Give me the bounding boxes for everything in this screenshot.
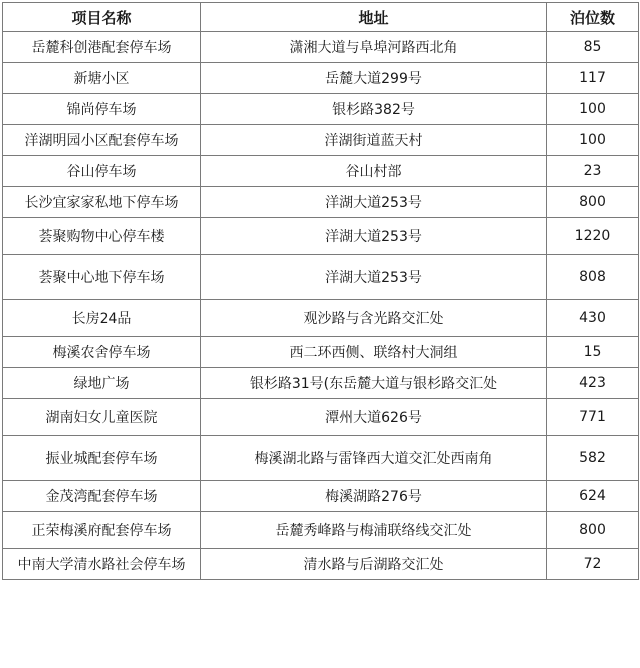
table-row bbox=[3, 399, 639, 436]
cell-address: 洋湖大道253号 bbox=[201, 255, 547, 300]
cell-project-name: 岳麓科创港配套停车场 bbox=[3, 32, 201, 63]
cell-project-name: 振业城配套停车场 bbox=[3, 436, 201, 481]
cell-address: 洋湖大道253号 bbox=[201, 218, 547, 255]
table-row bbox=[3, 94, 639, 125]
cell-project-name: 正荣梅溪府配套停车场 bbox=[3, 512, 201, 549]
table-row bbox=[3, 125, 639, 156]
cell-spaces: 800 bbox=[547, 512, 639, 549]
table-header-row bbox=[3, 3, 639, 32]
cell-address: 清水路与后湖路交汇处 bbox=[201, 549, 547, 580]
cell-address: 梅溪湖路276号 bbox=[201, 481, 547, 512]
table-row bbox=[3, 481, 639, 512]
cell-address: 岳麓大道299号 bbox=[201, 63, 547, 94]
cell-project-name: 长沙宜家家私地下停车场 bbox=[3, 187, 201, 218]
table-row bbox=[3, 187, 639, 218]
cell-address: 潭州大道626号 bbox=[201, 399, 547, 436]
cell-address: 岳麓秀峰路与梅浦联络线交汇处 bbox=[201, 512, 547, 549]
cell-project-name: 荟聚中心地下停车场 bbox=[3, 255, 201, 300]
cell-address: 银杉路382号 bbox=[201, 94, 547, 125]
table-row bbox=[3, 63, 639, 94]
table-row bbox=[3, 32, 639, 63]
table-row bbox=[3, 436, 639, 481]
table-row bbox=[3, 300, 639, 337]
table-row bbox=[3, 156, 639, 187]
header-project-name: 项目名称 bbox=[3, 3, 201, 32]
table-row bbox=[3, 337, 639, 368]
cell-spaces: 423 bbox=[547, 368, 639, 399]
cell-project-name: 绿地广场 bbox=[3, 368, 201, 399]
cell-spaces: 23 bbox=[547, 156, 639, 187]
cell-address: 西二环西侧、联络村大洞组 bbox=[201, 337, 547, 368]
cell-project-name: 洋湖明园小区配套停车场 bbox=[3, 125, 201, 156]
cell-project-name: 荟聚购物中心停车楼 bbox=[3, 218, 201, 255]
cell-spaces: 72 bbox=[547, 549, 639, 580]
cell-address: 洋湖大道253号 bbox=[201, 187, 547, 218]
table-row bbox=[3, 368, 639, 399]
table-row bbox=[3, 549, 639, 580]
cell-spaces: 1220 bbox=[547, 218, 639, 255]
cell-address: 梅溪湖北路与雷锋西大道交汇处西南角 bbox=[201, 436, 547, 481]
cell-address: 谷山村部 bbox=[201, 156, 547, 187]
cell-address: 观沙路与含光路交汇处 bbox=[201, 300, 547, 337]
cell-spaces: 15 bbox=[547, 337, 639, 368]
cell-spaces: 800 bbox=[547, 187, 639, 218]
cell-address: 潇湘大道与阜埠河路西北角 bbox=[201, 32, 547, 63]
parking-table-sheet bbox=[0, 2, 640, 668]
cell-spaces: 100 bbox=[547, 94, 639, 125]
cell-project-name: 中南大学清水路社会停车场 bbox=[3, 549, 201, 580]
cell-project-name: 金茂湾配套停车场 bbox=[3, 481, 201, 512]
cell-spaces: 85 bbox=[547, 32, 639, 63]
cell-spaces: 808 bbox=[547, 255, 639, 300]
table-row bbox=[3, 255, 639, 300]
cell-spaces: 582 bbox=[547, 436, 639, 481]
cell-spaces: 624 bbox=[547, 481, 639, 512]
cell-address: 洋湖街道蓝天村 bbox=[201, 125, 547, 156]
cell-project-name: 梅溪农舍停车场 bbox=[3, 337, 201, 368]
table-row bbox=[3, 512, 639, 549]
header-spaces: 泊位数 bbox=[547, 3, 639, 32]
cell-project-name: 谷山停车场 bbox=[3, 156, 201, 187]
cell-project-name: 湖南妇女儿童医院 bbox=[3, 399, 201, 436]
cell-spaces: 771 bbox=[547, 399, 639, 436]
cell-spaces: 430 bbox=[547, 300, 639, 337]
parking-lot-table bbox=[2, 2, 639, 580]
cell-spaces: 100 bbox=[547, 125, 639, 156]
cell-project-name: 长房24品 bbox=[3, 300, 201, 337]
cell-address: 银杉路31号(东岳麓大道与银杉路交汇处 bbox=[201, 368, 547, 399]
cell-spaces: 117 bbox=[547, 63, 639, 94]
cell-project-name: 锦尚停车场 bbox=[3, 94, 201, 125]
table-row bbox=[3, 218, 639, 255]
header-address: 地址 bbox=[201, 3, 547, 32]
cell-project-name: 新塘小区 bbox=[3, 63, 201, 94]
